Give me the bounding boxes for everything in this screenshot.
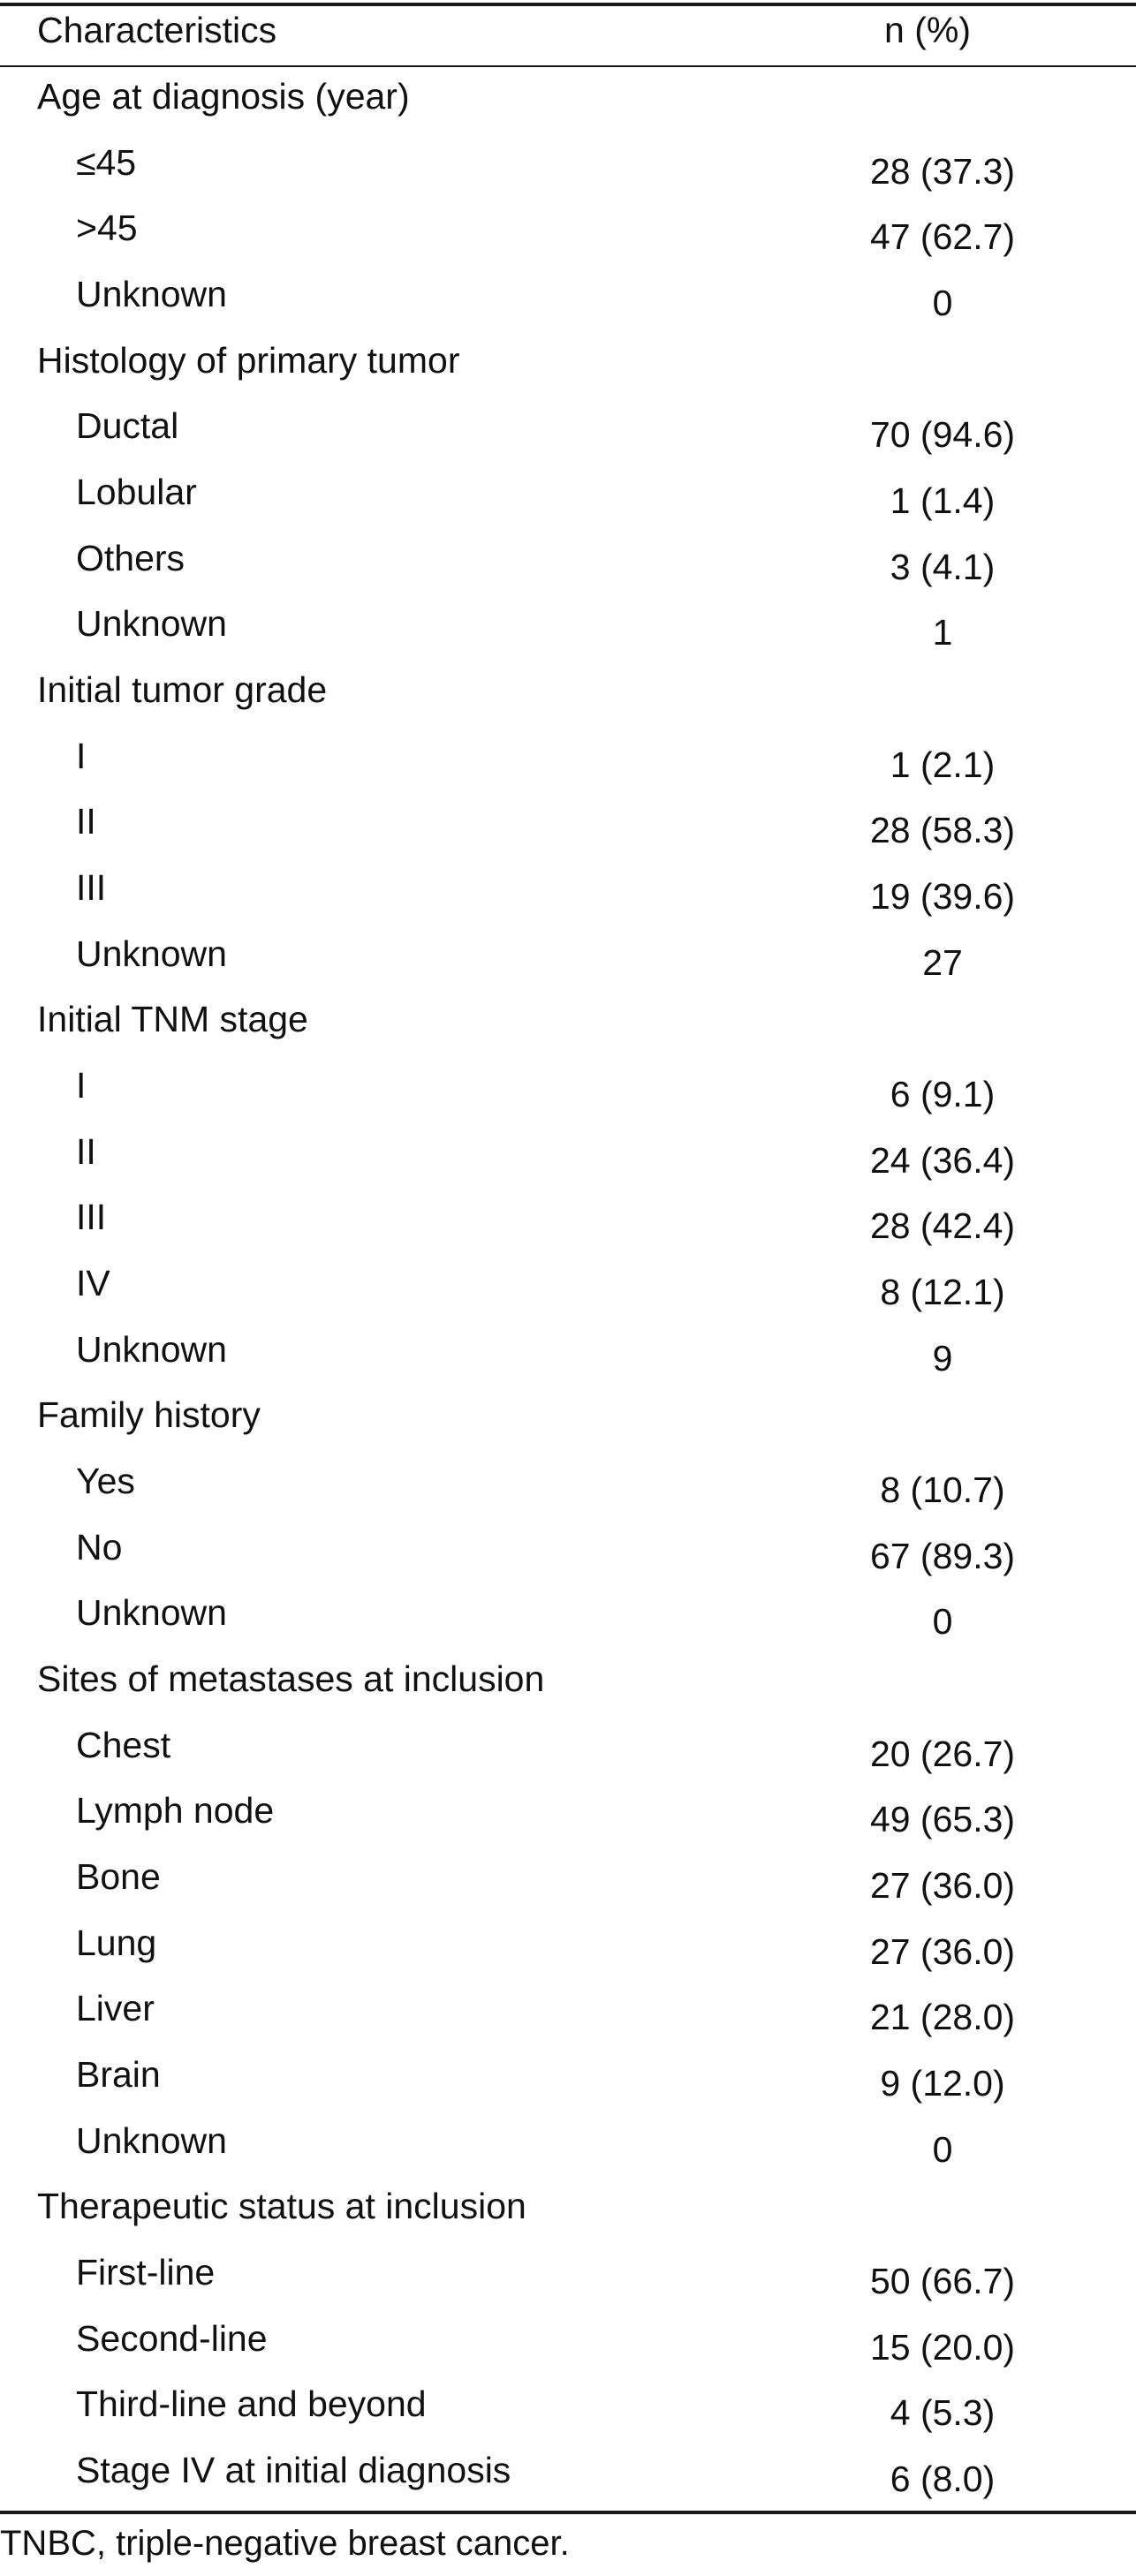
row-label: Unknown <box>76 603 227 644</box>
row-value: 1 <box>932 612 953 653</box>
table-footnote: TNBC, triple-negative breast cancer. <box>0 2524 570 2563</box>
row-value: 21 (28.0) <box>869 1997 1016 2037</box>
row-value: 8 (12.1) <box>880 1272 1005 1312</box>
category-label: Initial tumor grade <box>37 669 328 710</box>
row-value: 0 <box>932 283 953 323</box>
row-value: 20 (26.7) <box>869 1734 1016 1774</box>
row-label: Liver <box>76 1988 155 2028</box>
row-label: II <box>76 801 96 842</box>
row-value: 6 (8.0) <box>890 2459 996 2499</box>
row-label: I <box>76 736 87 776</box>
row-value: 27 <box>922 942 963 983</box>
row-value: 49 (65.3) <box>869 1799 1016 1839</box>
row-value: 1 (1.4) <box>890 480 996 521</box>
row-value: 4 (5.3) <box>890 2392 996 2433</box>
row-label: Chest <box>76 1725 171 1765</box>
row-label: Unknown <box>76 933 227 974</box>
row-label: Unknown <box>76 1329 227 1370</box>
row-label: Brain <box>76 2054 161 2095</box>
row-label: Others <box>76 538 186 578</box>
row-value: 28 (58.3) <box>869 810 1016 850</box>
column-header-n-percent: n (%) <box>884 10 971 50</box>
category-label: Histology of primary tumor <box>37 340 460 381</box>
row-value: 28 (37.3) <box>869 151 1016 192</box>
column-header-characteristics: Characteristics <box>37 10 277 50</box>
row-label: >45 <box>76 208 138 248</box>
header-rule <box>0 65 1136 67</box>
row-label: Bone <box>76 1856 161 1897</box>
table-bottom-rule <box>0 2511 1136 2514</box>
row-label: Lung <box>76 1923 157 1963</box>
row-label: Unknown <box>76 2120 227 2161</box>
row-label: II <box>76 1131 96 1172</box>
row-label: Unknown <box>76 274 227 314</box>
row-label: III <box>76 1197 107 1237</box>
row-value: 1 (2.1) <box>890 744 996 785</box>
row-label: IV <box>76 1263 110 1303</box>
row-label: Ductal <box>76 405 179 446</box>
row-label: Yes <box>76 1461 135 1501</box>
row-label: I <box>76 1065 87 1106</box>
row-value: 28 (42.4) <box>869 1205 1016 1246</box>
row-label: No <box>76 1527 123 1568</box>
row-value: 9 <box>932 1338 953 1379</box>
row-label: Third-line and beyond <box>76 2383 427 2424</box>
row-value: 70 (94.6) <box>869 414 1016 455</box>
category-label: Family history <box>37 1394 261 1435</box>
row-label: Stage IV at initial diagnosis <box>76 2450 511 2490</box>
category-label: Therapeutic status at inclusion <box>37 2186 526 2226</box>
row-value: 6 (9.1) <box>890 1074 996 1114</box>
row-label: ≤45 <box>76 142 137 183</box>
row-value: 27 (36.0) <box>869 1931 1016 1972</box>
row-label: Second-line <box>76 2318 268 2359</box>
category-label: Sites of metastases at inclusion <box>37 1658 545 1699</box>
row-label: First-line <box>76 2252 216 2293</box>
row-label: Unknown <box>76 1592 227 1633</box>
table-top-rule <box>0 3 1136 6</box>
row-value: 24 (36.4) <box>869 1140 1016 1181</box>
row-label: Lymph node <box>76 1790 275 1831</box>
row-value: 50 (66.7) <box>869 2261 1016 2301</box>
row-value: 19 (39.6) <box>869 876 1016 917</box>
row-value: 3 (4.1) <box>890 547 996 587</box>
category-label: Age at diagnosis (year) <box>37 76 410 117</box>
row-value: 15 (20.0) <box>869 2327 1016 2368</box>
row-value: 47 (62.7) <box>869 216 1016 257</box>
row-value: 67 (89.3) <box>869 1536 1016 1576</box>
row-value: 8 (10.7) <box>880 1469 1005 1510</box>
row-value: 27 (36.0) <box>869 1865 1016 1906</box>
category-label: Initial TNM stage <box>37 999 308 1039</box>
row-label: III <box>76 867 107 908</box>
row-value: 9 (12.0) <box>880 2063 1005 2104</box>
row-value: 0 <box>932 1601 953 1642</box>
row-label: Lobular <box>76 472 197 512</box>
row-value: 0 <box>932 2129 953 2170</box>
